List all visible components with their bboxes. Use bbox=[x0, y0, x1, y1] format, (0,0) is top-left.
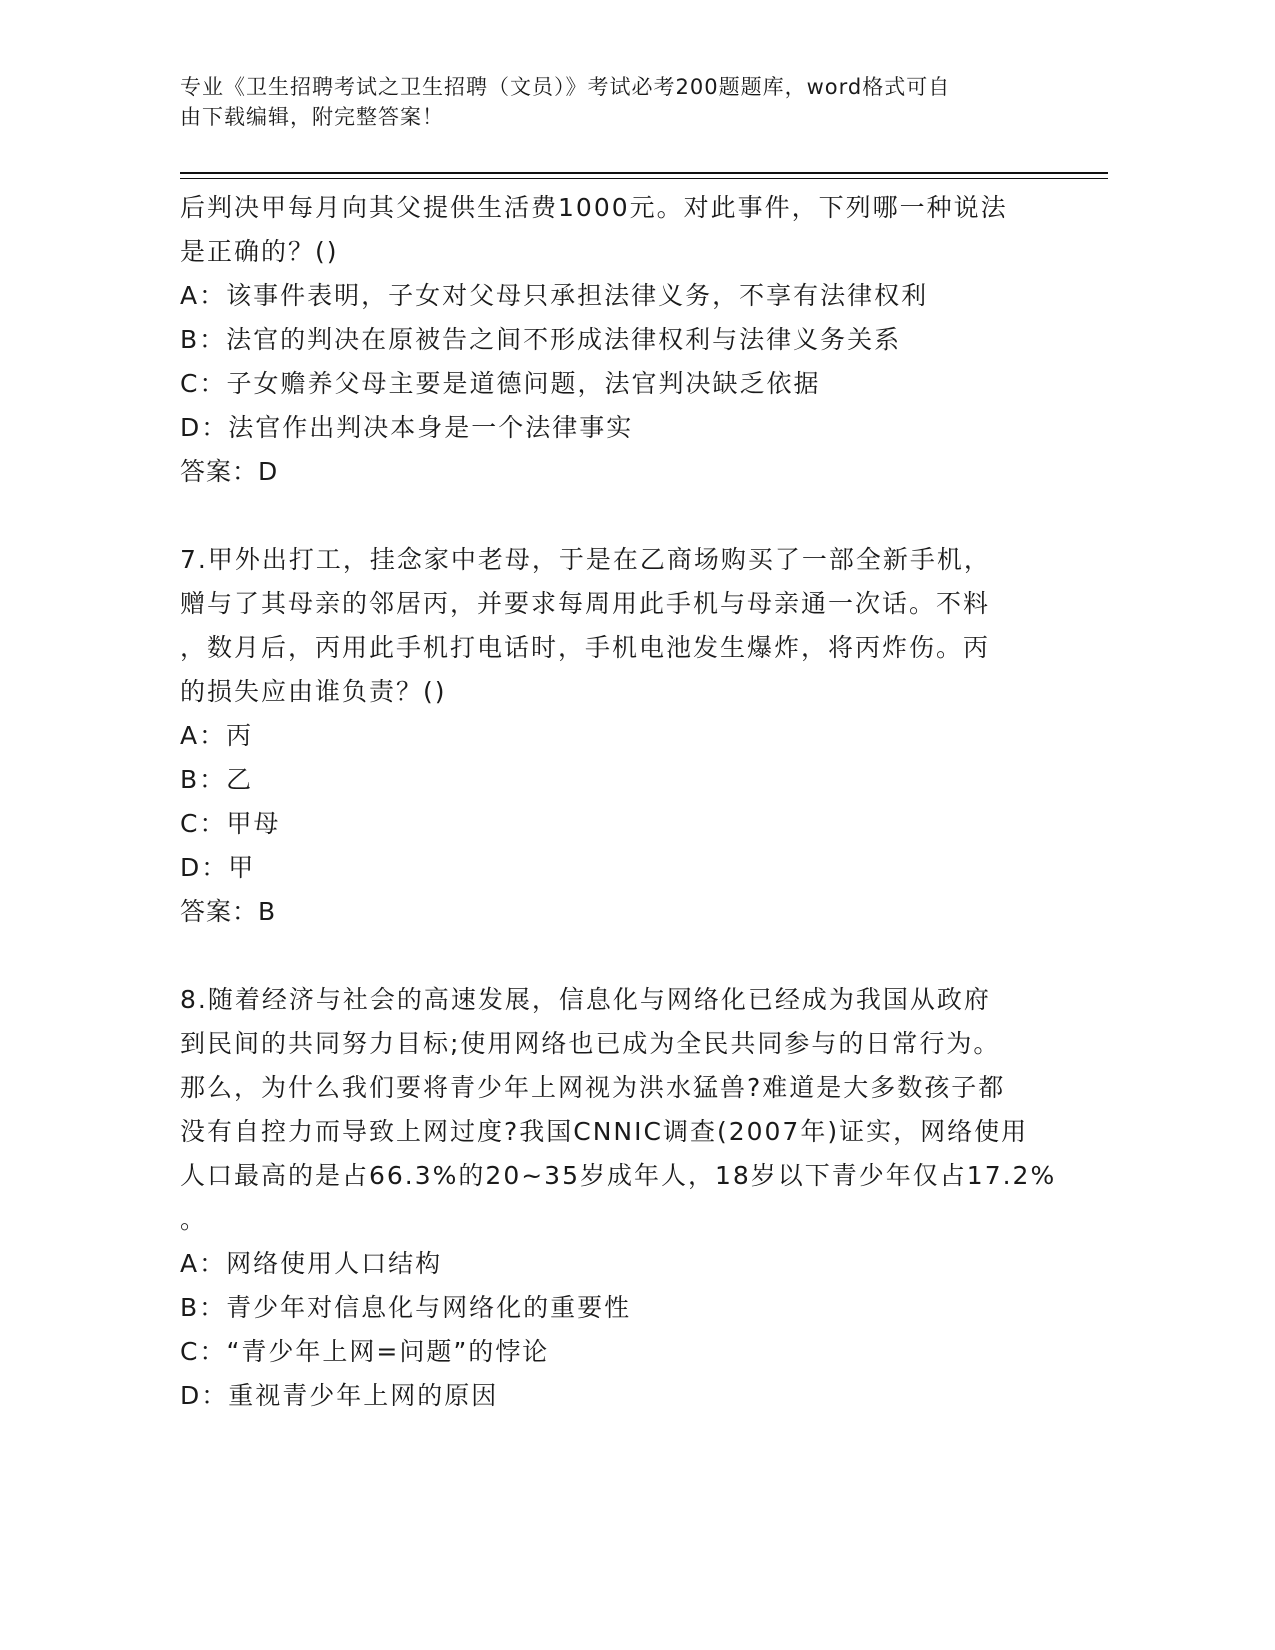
question-stem-line: 没有自控力而导致上网过度?我国CNNIC调查(2007年)证实，网络使用 bbox=[180, 1117, 1029, 1146]
spacer bbox=[180, 494, 1060, 538]
question-stem-line: 8.随着经济与社会的高速发展，信息化与网络化已经成为我国从政府 bbox=[180, 985, 991, 1014]
spacer bbox=[180, 934, 1060, 978]
question-stem-line: 那么，为什么我们要将青少年上网视为洪水猛兽?难道是大多数孩子都 bbox=[180, 1073, 1006, 1102]
option-c: C：甲母 bbox=[180, 809, 281, 838]
option-b: B：乙 bbox=[180, 765, 254, 794]
option-b: B：青少年对信息化与网络化的重要性 bbox=[180, 1293, 632, 1322]
answer-line: 答案：D bbox=[180, 457, 279, 486]
header-line-1: 专业《卫生招聘考试之卫生招聘（文员）》考试必考200题题库，word格式可自 bbox=[180, 75, 951, 99]
question-stem-line: 是正确的？() bbox=[180, 237, 339, 266]
question-stem-line: 。 bbox=[180, 1205, 208, 1234]
header-divider-thin bbox=[180, 178, 1108, 179]
answer-line: 答案：B bbox=[180, 897, 277, 926]
question-content bbox=[180, 186, 1060, 1418]
question-stem-line: ，数月后，丙用此手机打电话时，手机电池发生爆炸，将丙炸伤。丙 bbox=[180, 633, 991, 662]
question-8 bbox=[180, 978, 1060, 1418]
option-a: A：网络使用人口结构 bbox=[180, 1249, 443, 1278]
question-6 bbox=[180, 186, 1060, 494]
question-stem-line: 的损失应由谁负责？() bbox=[180, 677, 447, 706]
option-c: C：子女赡养父母主要是道德问题，法官判决缺乏依据 bbox=[180, 369, 821, 398]
question-stem-line: 赠与了其母亲的邻居丙，并要求每周用此手机与母亲通一次话。不料 bbox=[180, 589, 991, 618]
question-stem-line: 后判决甲每月向其父提供生活费1000元。对此事件，下列哪一种说法 bbox=[180, 193, 1008, 222]
option-a: A：丙 bbox=[180, 721, 254, 750]
option-d: D：法官作出判决本身是一个法律事实 bbox=[180, 413, 634, 442]
question-stem-line: 到民间的共同努力目标;使用网络也已成为全民共同参与的日常行为。 bbox=[180, 1029, 1001, 1058]
option-a: A：该事件表明，子女对父母只承担法律义务，不享有法律权利 bbox=[180, 281, 929, 310]
question-stem-line: 人口最高的是占66.3%的20~35岁成年人，18岁以下青少年仅占17.2% bbox=[180, 1161, 1057, 1190]
header-line-2: 由下载编辑，附完整答案！ bbox=[180, 105, 444, 129]
option-d: D：重视青少年上网的原因 bbox=[180, 1381, 499, 1410]
option-d: D：甲 bbox=[180, 853, 256, 882]
question-stem-line: 7.甲外出打工，挂念家中老母，于是在乙商场购买了一部全新手机， bbox=[180, 545, 991, 574]
question-7 bbox=[180, 538, 1060, 934]
page-header bbox=[180, 72, 1040, 132]
header-divider-thick bbox=[180, 172, 1108, 174]
option-c: C：“青少年上网=问题”的悖论 bbox=[180, 1337, 550, 1366]
option-b: B：法官的判决在原被告之间不形成法律权利与法律义务关系 bbox=[180, 325, 902, 354]
